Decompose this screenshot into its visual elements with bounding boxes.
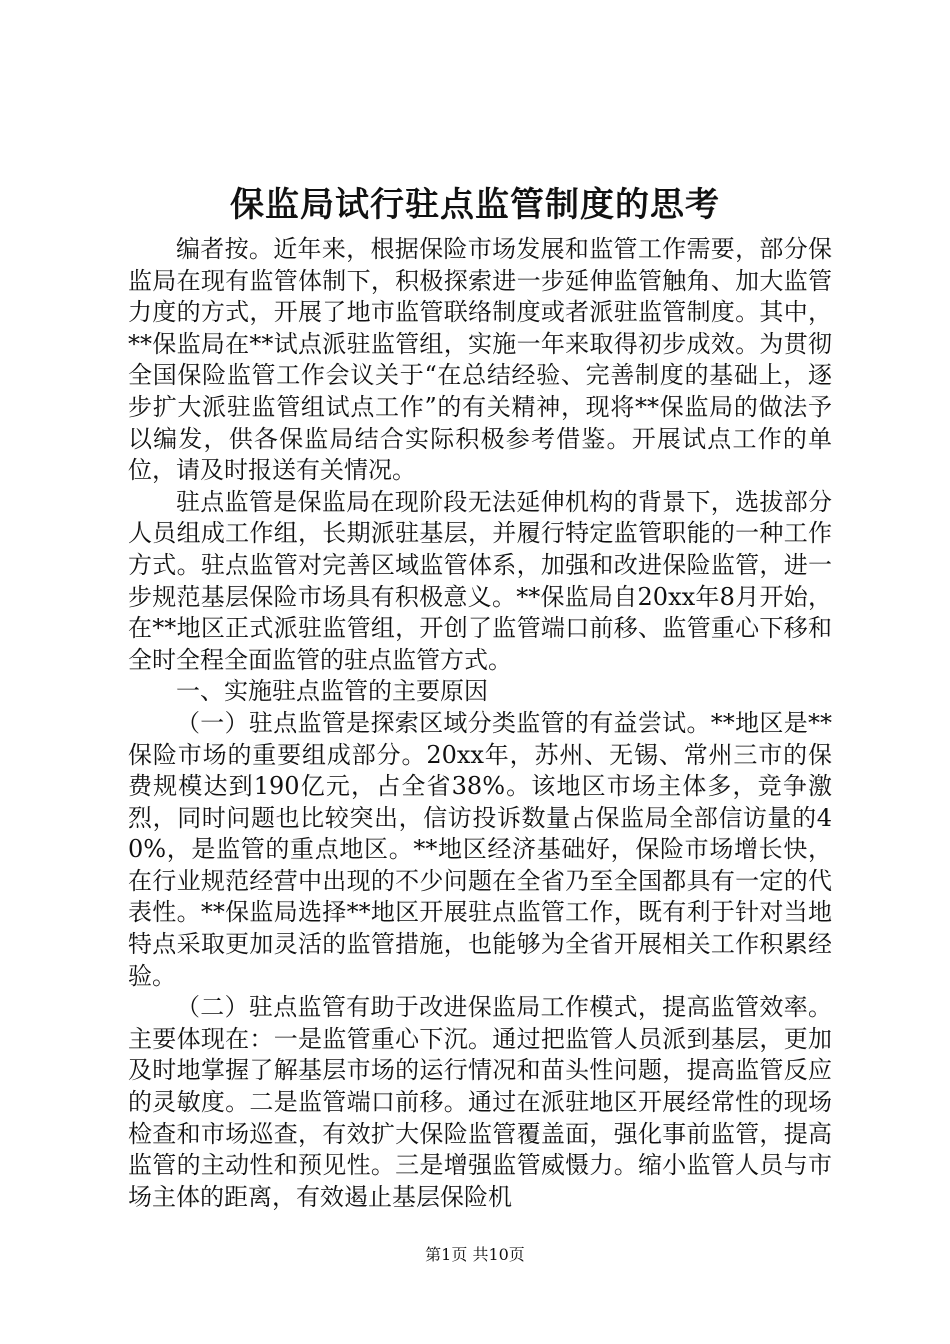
section-heading: 一、实施驻点监管的主要原因 bbox=[176, 677, 488, 706]
paragraph-reason-2: （二）驻点监管有助于改进保监局工作模式，提高监管效率。主要体现在：一是监管重心下沉。通过把监管人员派到基层，更加及时地掌握了解基层市场的运行情况和苗头性问题，提高监管反应的灵敏度。二是监管端口前移。通过在派驻地区开展经常性的现场检查和市场巡查，有效扩大保险监管覆盖面，强化事前监管，提高监管的主动性和预见性。三是增强监管威慑力。缩小监管人员与市场主体的距离，有效遏止基层保险机 bbox=[128, 993, 832, 1211]
page-footer: 第1页 共10页 bbox=[425, 1245, 525, 1264]
paragraph-intro: 驻点监管是保监局在现阶段无法延伸机构的背景下，选拔部分人员组成工作组，长期派驻基层，并履行特定监管职能的一种工作方式。驻点监管对完善区域监管体系，加强和改进保险监管，进一步规范基层保险市场具有积极意义。**保监局自20xx年8月开始，在**地区正式派驻监管组，开创了监管端口前移、监管重心下移和全时全程全面监管的驻点监管方式。 bbox=[128, 487, 832, 674]
paragraph-reason-1: （一）驻点监管是探索区域分类监管的有益尝试。**地区是**保险市场的重要组成部分。20xx年，苏州、无锡、常州三市的保费规模达到190亿元，占全省38%。该地区市场主体多，竞争激烈，同时问题也比较突出，信访投诉数量占保监局全部信访量的40%，是监管的重点地区。**地区经济基础好，保险市场增长快，在行业规范经营中出现的不少问题在全省乃至全国都具有一定的代表性。**保监局选择**地区开展驻点监管工作，既有利于针对当地特点采取更加灵活的监管措施，也能够为全省开展相关工作积累经验。 bbox=[128, 708, 832, 990]
document-body bbox=[128, 234, 832, 1213]
paragraph-editor-note: 编者按。近年来，根据保险市场发展和监管工作需要，部分保监局在现有监管体制下，积极探索进一步延伸监管触角、加大监管力度的方式，开展了地市监管联络制度或者派驻监管制度。其中，**保监局在**试点派驻监管组，实施一年来取得初步成效。为贯彻全国保险监管工作会议关于“在总结经验、完善制度的基础上，逐步扩大派驻监管组试点工作”的有关精神，现将**保监局的做法予以编发，供各保监局结合实际积极参考借鉴。开展试点工作的单位，请及时报送有关情况。 bbox=[128, 235, 832, 485]
document-title: 保监局试行驻点监管制度的思考 bbox=[230, 185, 720, 225]
